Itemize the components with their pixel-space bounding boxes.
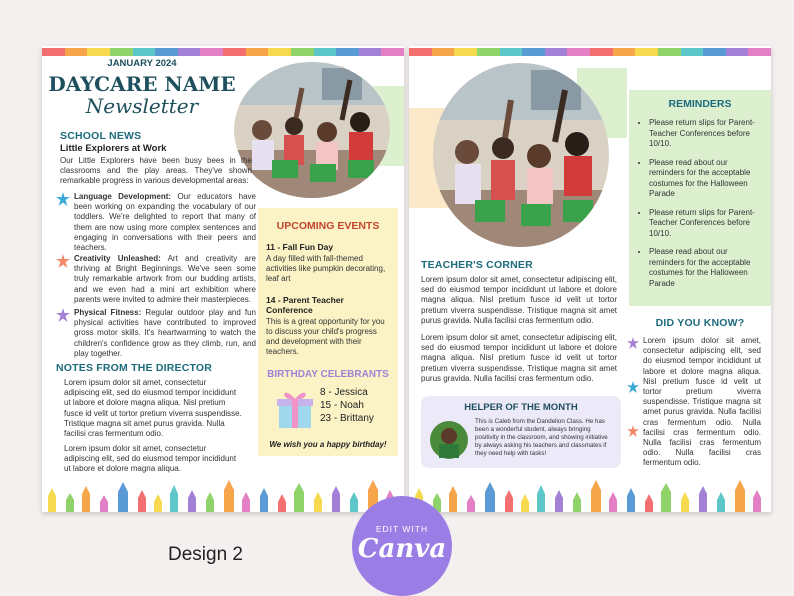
crayon-border	[409, 478, 771, 512]
rainbow-stripe	[409, 48, 771, 56]
birthday-wish: We wish you a happy birthday!	[269, 440, 387, 450]
director-heading: NOTES FROM THE DIRECTOR	[56, 362, 213, 374]
helper-of-month-box	[421, 396, 621, 468]
birthday-heading: BIRTHDAY CELEBRANTS	[267, 369, 389, 381]
bullet-title: Language Development:	[74, 192, 172, 201]
bullet-title: Physical Fitness:	[74, 308, 142, 317]
newsletter-page-right	[409, 46, 771, 512]
bullet-title: Creativity Unleashed:	[74, 254, 161, 263]
event-1-title: 11 - Fall Fun Day	[266, 242, 334, 252]
badge-top-text: EDIT WITH	[375, 524, 429, 534]
splash-icon	[627, 424, 639, 442]
helper-heading: HELPER OF THE MONTH	[464, 402, 578, 413]
event-1-text: A day filled with fall-themed activities like pumpkin decorating, leaf art	[266, 254, 386, 284]
classroom-photo	[431, 60, 611, 250]
teachers-corner-heading: TEACHER'S CORNER	[421, 259, 533, 271]
rainbow-stripe	[42, 48, 404, 56]
event-2-title: 14 - Parent Teacher Conference	[266, 294, 344, 315]
newsletter-page-left	[42, 46, 404, 512]
canva-logo: Canva	[357, 534, 447, 564]
splash-icon	[56, 254, 70, 268]
helper-avatar	[429, 420, 469, 465]
classroom-photo	[232, 60, 392, 200]
birthday-list	[320, 386, 374, 425]
helper-text: This is Caleb from the Dandelion Class. He has been a wonderful student, always bringing positivity in the classroom, and showing initiative by always asking his teachers and classmates if they need help with tasks!	[475, 418, 608, 457]
event-2-text: This is a great opportunity for you to discuss your child's progress and development with their teachers.	[266, 316, 385, 357]
reminder-item: • Please return slips for Parent-Teacher Conferences before 10/10.	[649, 118, 765, 150]
reminder-item: • Please return slips for Parent-Teacher Conferences before 10/10.	[649, 208, 765, 240]
splash-icon	[56, 308, 70, 322]
school-news-heading: SCHOOL NEWS	[60, 130, 142, 142]
edit-with-canva-badge[interactable]	[352, 496, 452, 596]
birthday-item: 15 - Noah	[320, 400, 364, 412]
reminder-item: • Please read about our reminders for the acceptable costumes for the Halloween Parade	[649, 247, 765, 289]
upcoming-events-box	[258, 208, 398, 456]
teachers-paragraph-1: Lorem ipsum dolor sit amet, consectetur adipiscing elit, sed do eiusmod tempor incididunt ut labore et dolore magna aliqua. Nisl pretium fusce id velit ut tortor pretium viverra suspendisse. Tristique magna sit amet purus gravida. Nulla facilisi cras fermentum odio.	[421, 275, 617, 325]
reminder-item: • Please read about our reminders for the acceptable costumes for the Halloween Parade	[649, 158, 765, 200]
bullet-fitness	[56, 308, 256, 359]
bullet-text: Regular outdoor play and fun physical activities have contributed to improved gross motor skills. It's heartwarming to watch the children's confidence grow as they climb, run, and play together.	[74, 308, 257, 358]
reminders-list	[629, 118, 765, 289]
birthday-item: 23 - Brittany	[320, 413, 374, 425]
gift-icon	[276, 388, 314, 435]
bullet-text: Art and creativity are thriving at Bright Beginnings. We've seen some truly remarkable artwork from our budding artists, and we even had a mini art exhibition where parents were invited to admire their masterpieces.	[74, 254, 256, 304]
bullet-creativity	[56, 254, 256, 305]
splash-icon	[627, 380, 639, 398]
reminders-box	[629, 90, 771, 306]
design-caption: Design 2	[168, 544, 243, 565]
splash-icon	[56, 192, 70, 206]
bullet-language	[56, 192, 256, 253]
crayon-border	[42, 478, 404, 512]
reminders-heading: REMINDERS	[668, 98, 732, 110]
issue-date: JANUARY 2024	[107, 58, 177, 69]
birthday-item: 8 - Jessica	[320, 387, 368, 399]
teachers-paragraph-2: Lorem ipsum dolor sit amet, consectetur adipiscing elit, sed do eiusmod tempor incididunt ut labore et dolore magna aliqua. Nisl pretium fusce id velit ut tortor pretium viverra suspendisse. Tristique magna sit amet purus gravida. Nulla facilisi cras fermentum odio.	[421, 333, 617, 383]
did-you-know-text: Lorem ipsum dolor sit amet, consectetur adipiscing elit, sed do eiusmod tempor incididunt ut labore et dolore magna aliqua. Nisl pretium fusce id velit ut tortor pretium viverra suspendisse. Tristique magna sit amet purus gravida. Nulla facilisi cras fermentum odio. Nulla facilisi cras fermentum odio. Nulla facilisi cras fermentum odio. Nulla facilisi cras fermentum odio.	[643, 336, 761, 468]
daycare-title: DAYCARE NAME	[48, 72, 236, 96]
splash-icon	[627, 336, 639, 354]
director-paragraph-1: Lorem ipsum dolor sit amet, consectetur adipiscing elit, sed do eiusmod tempor incididunt ut labore et dolore magna aliqua. Nisl pretium fusce id velit ut tortor pretium viverra suspendisse. Tristique magna sit amet purus gravida. Nulla facilisi cras fermentum odio.	[64, 378, 242, 439]
events-heading: UPCOMING EVENTS	[276, 220, 380, 232]
school-news-intro: Our Little Explorers have been busy bees in the classrooms and the play areas. They've shown remarkable progress in various developmental areas:	[60, 156, 252, 186]
bullet-text: Our educators have been working on expanding the vocabulary of our toddlers. We're delighted to report that many of them are now using more complex sentences and engaging in conversations with their peers and teachers.	[74, 192, 257, 253]
newsletter-subtitle: Newsletter	[85, 94, 199, 118]
did-you-know-heading: DID YOU KNOW?	[655, 317, 745, 329]
director-paragraph-2: Lorem ipsum dolor sit amet, consectetur adipiscing elit, sed do eiusmod tempor incididunt ut labore et dolore magna aliqua.	[64, 444, 237, 474]
school-news-subheading: Little Explorers at Work	[60, 143, 167, 154]
